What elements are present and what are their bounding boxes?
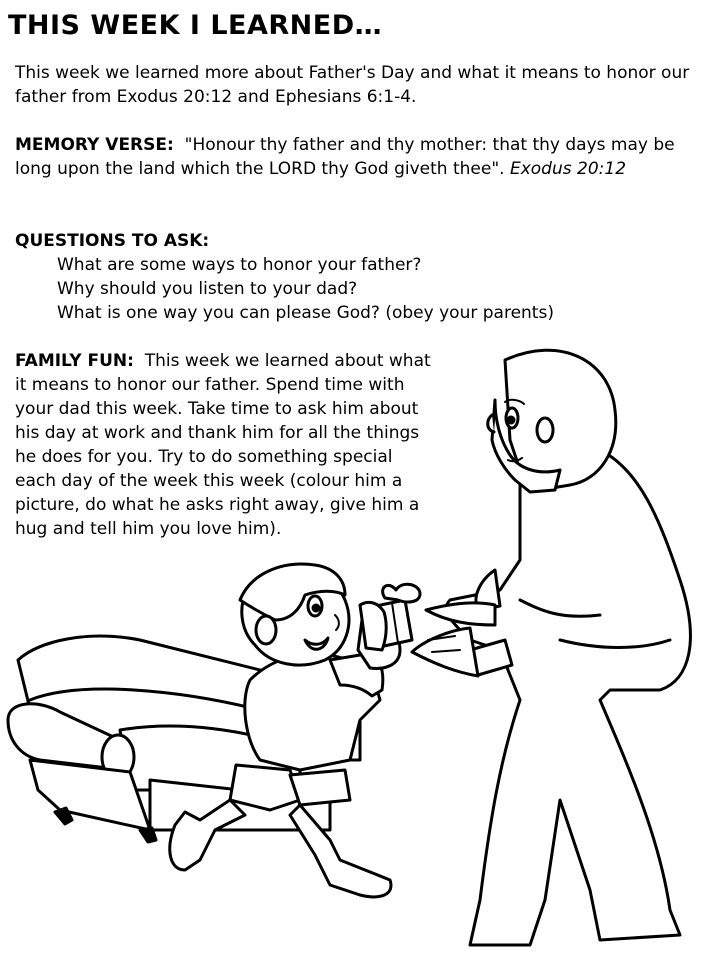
- family-fun-label: FAMILY FUN:: [15, 351, 134, 371]
- father-figure-icon: [412, 350, 690, 945]
- page-title: THIS WEEK I LEARNED…: [8, 10, 383, 41]
- question-item: What are some ways to honor your father?: [57, 255, 422, 275]
- memory-verse-reference: Exodus 20:12: [509, 159, 627, 179]
- question-item: What is one way you can please God? (obey your parents): [57, 303, 554, 323]
- memory-verse-label: MEMORY VERSE:: [15, 135, 174, 155]
- gift-icon: [360, 584, 420, 650]
- memory-verse-text: "Honour thy father and thy mother: that thy days may be long upon the land which the LORD thy God giveth thee".: [15, 135, 675, 179]
- intro-paragraph: This week we learned more about Father's Day and what it means to honor our father from Exodus 20:12 and Ephesians 6:1-4.: [15, 63, 690, 107]
- family-fun-text: This week we learned about what it means to honor our father. Spend time with your dad this week. Take time to ask him about his day at work and thank him for all the things he does for you. Try to do something special each day of the week this week (colour him a picture, do what he asks right away, give him a hug and tell him you love him).: [15, 351, 431, 539]
- question-item: Why should you listen to your dad?: [57, 279, 358, 299]
- questions-label: QUESTIONS TO ASK:: [15, 231, 210, 251]
- questions-section: [15, 229, 705, 325]
- memory-verse-section: [15, 133, 705, 181]
- family-fun-section: [15, 349, 435, 541]
